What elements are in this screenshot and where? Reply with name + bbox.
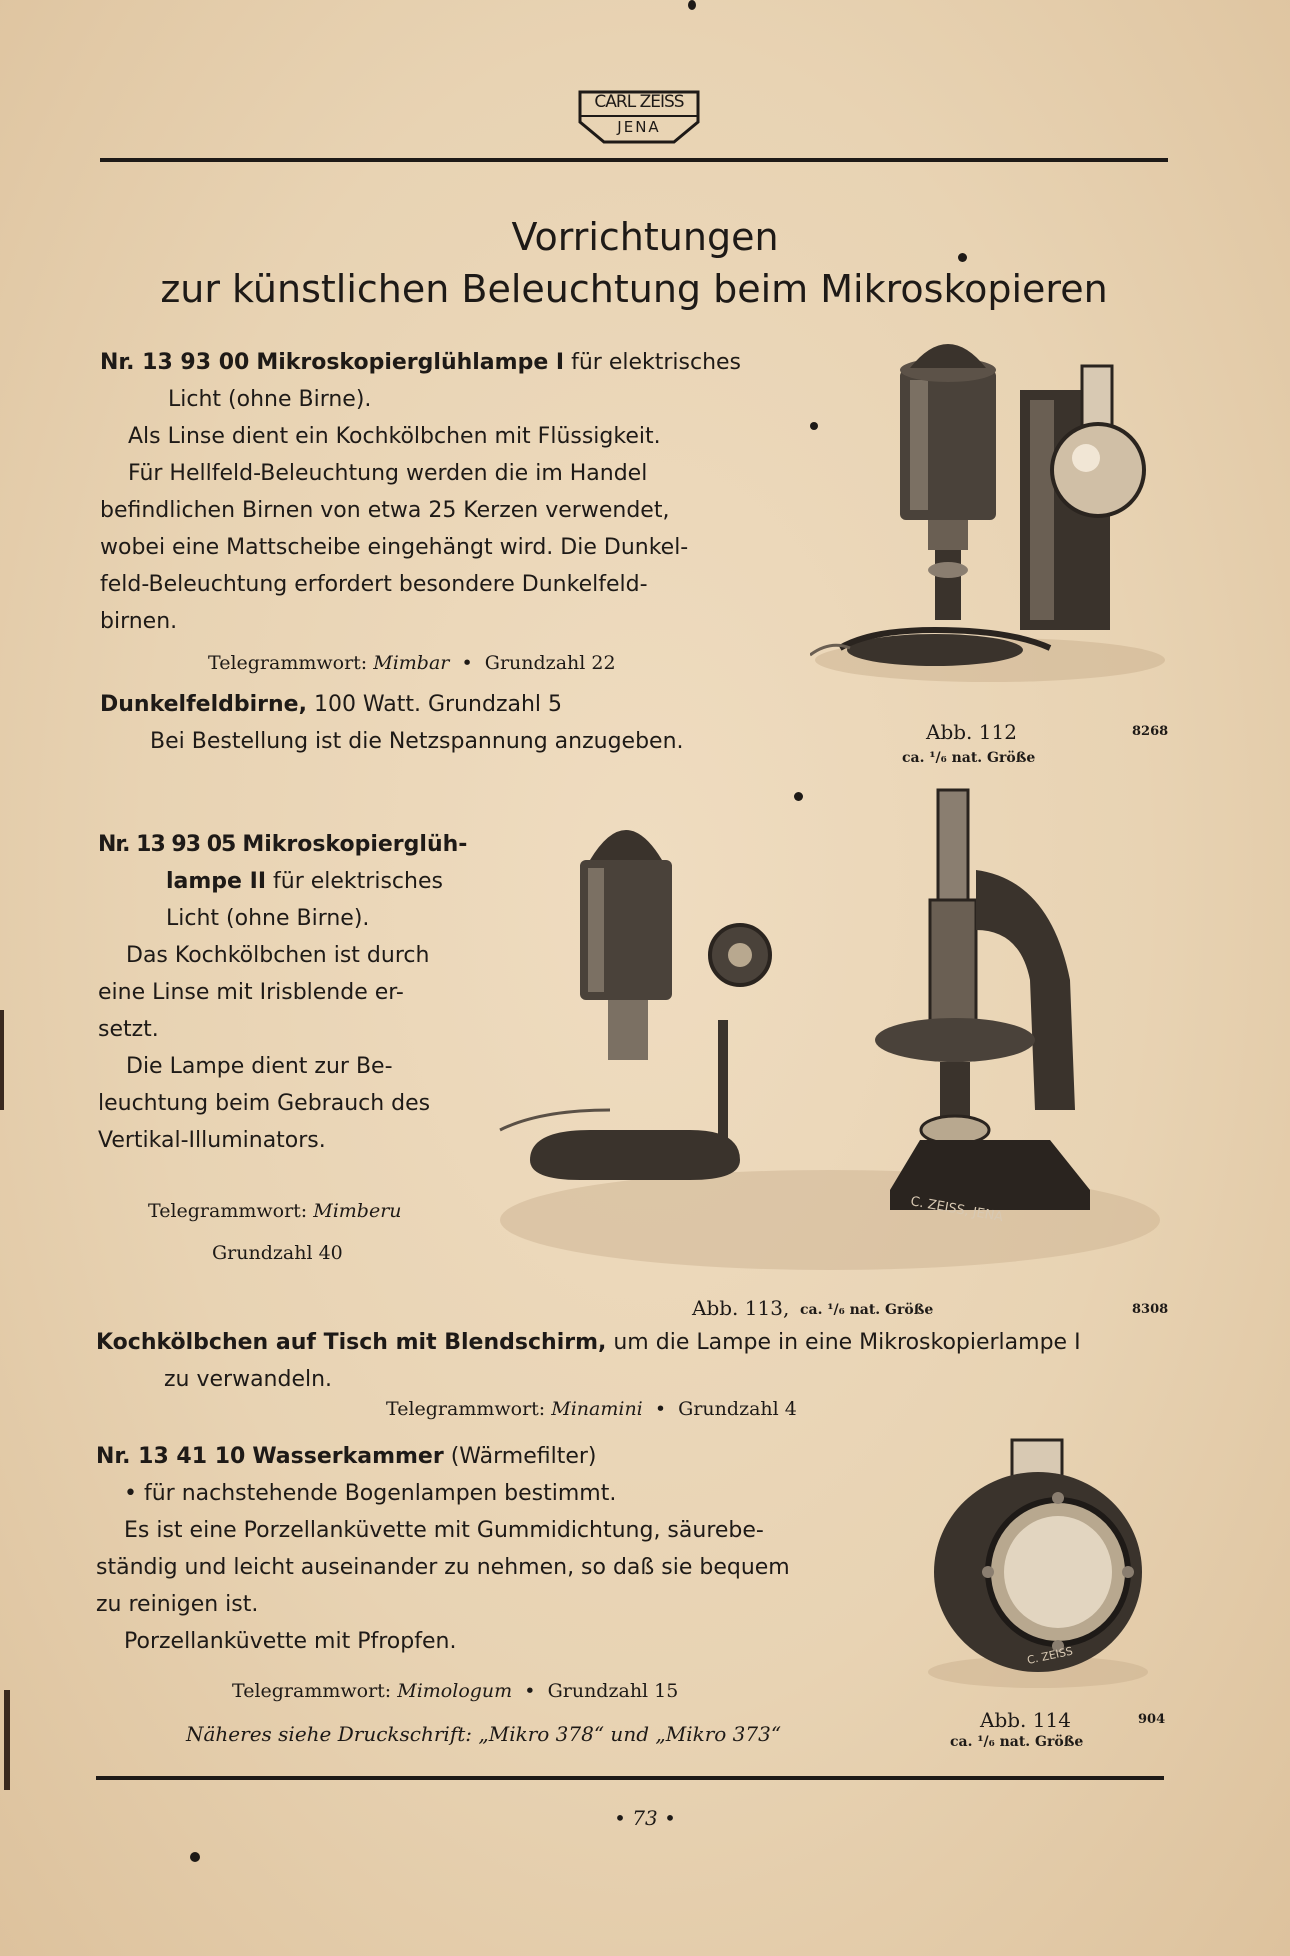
item-text: birnen. bbox=[100, 609, 178, 634]
figure-112-scale: ca. ¹/₆ nat. Größe bbox=[902, 750, 1036, 766]
item-text: befindlichen Birnen von etwa 25 Kerzen verwendet, bbox=[100, 498, 670, 523]
item-text: für elektrisches bbox=[266, 869, 443, 894]
item-number: Nr. 13 93 05 bbox=[98, 832, 236, 857]
grundzahl: Grundzahl 4 bbox=[678, 1398, 797, 1420]
footer-rule bbox=[96, 1776, 1164, 1780]
figure-113-engraving: C. ZEISS, JENA bbox=[909, 1194, 1005, 1226]
item-text: • für nachstehende Bogenlampen bestimmt. bbox=[124, 1481, 617, 1506]
telegram-line-5 bbox=[232, 1680, 678, 1702]
item-text: setzt. bbox=[98, 1017, 159, 1042]
item-text: zu reinigen ist. bbox=[96, 1592, 259, 1617]
ink-dot bbox=[958, 253, 967, 262]
figure-112-code: 8268 bbox=[1132, 724, 1169, 739]
separator: • bbox=[461, 652, 473, 674]
grundzahl-line-2: Grundzahl 40 bbox=[212, 1242, 343, 1264]
figure-114-label: Abb. 114 bbox=[980, 1708, 1071, 1732]
page-number: • 73 • bbox=[614, 1806, 676, 1830]
item-name: lampe II bbox=[166, 869, 267, 894]
item-text: (Wärmefilter) bbox=[443, 1444, 597, 1469]
telegram-label: Telegrammwort: bbox=[208, 652, 368, 674]
item-text: Als Linse dient ein Kochkölbchen mit Flüssigkeit. bbox=[128, 424, 661, 449]
item-name: Mikroskopierglühlampe I bbox=[256, 350, 565, 375]
item-text: eine Linse mit Irisblende er- bbox=[98, 980, 404, 1005]
item-text: Vertikal-Illuminators. bbox=[98, 1128, 326, 1153]
item-number: Nr. 13 41 10 bbox=[96, 1444, 246, 1469]
telegram-word: Mimologum bbox=[397, 1680, 513, 1702]
ink-dot bbox=[810, 422, 818, 430]
figure-113-label: Abb. 113, bbox=[692, 1296, 790, 1320]
item-name: Kochkölbchen auf Tisch mit Blendschirm, bbox=[96, 1330, 607, 1355]
telegram-line-2 bbox=[148, 1200, 402, 1222]
separator: • bbox=[654, 1398, 667, 1420]
section-lamp-2 bbox=[98, 826, 488, 1159]
telegram-label: Telegrammwort: bbox=[232, 1680, 392, 1702]
item-text: Die Lampe dient zur Be- bbox=[126, 1054, 393, 1079]
separator: • bbox=[524, 1680, 536, 1702]
item-text: zu verwandeln. bbox=[164, 1367, 333, 1392]
ink-dot bbox=[190, 1852, 200, 1862]
figure-114-water-chamber bbox=[918, 1432, 1158, 1692]
section-dark-field-bulb bbox=[100, 686, 800, 760]
item-name: Mikroskopierglüh- bbox=[242, 832, 468, 857]
grundzahl: Grundzahl 15 bbox=[547, 1680, 679, 1702]
ink-dot bbox=[794, 792, 803, 801]
page-title-line1: Vorrichtungen bbox=[511, 215, 779, 259]
telegram-label: Telegrammwort: bbox=[148, 1200, 308, 1222]
item-text: ständig und leicht auseinander zu nehmen, so daß sie bequem bbox=[96, 1555, 790, 1580]
figure-113-scale: ca. ¹/₆ nat. Größe bbox=[800, 1302, 934, 1318]
item-number: Nr. 13 93 00 bbox=[100, 350, 250, 375]
telegram-word: Minamini bbox=[551, 1398, 643, 1420]
item-text: Licht (ohne Birne). bbox=[168, 387, 372, 412]
reference-note: Näheres siehe Druckschrift: „Mikro 378“ und „Mikro 373“ bbox=[186, 1722, 782, 1746]
item-text: feld-Beleuchtung erfordert besondere Dunkelfeld- bbox=[100, 572, 648, 597]
section-flask-table bbox=[96, 1324, 1186, 1398]
logo-text-top: CARL ZEISS bbox=[594, 92, 684, 112]
section-lamp-1 bbox=[100, 344, 800, 640]
binding-mark bbox=[4, 1690, 10, 1790]
item-text: Bei Bestellung ist die Netzspannung anzugeben. bbox=[150, 729, 684, 754]
item-text: leuchtung beim Gebrauch des bbox=[98, 1091, 431, 1116]
page-title-line2: zur künstlichen Beleuchtung beim Mikroskopieren bbox=[160, 267, 1108, 311]
item-text: Licht (ohne Birne). bbox=[166, 906, 370, 931]
binding-mark bbox=[0, 1010, 4, 1110]
item-text: um die Lampe in eine Mikroskopierlampe I bbox=[606, 1330, 1081, 1355]
header-rule bbox=[100, 158, 1168, 162]
grundzahl: Grundzahl 22 bbox=[484, 652, 616, 674]
item-name: Wasserkammer bbox=[252, 1444, 444, 1469]
item-text: Für Hellfeld-Beleuchtung werden die im Handel bbox=[128, 461, 648, 486]
figure-114-engraving: C. ZEISS bbox=[1025, 1644, 1074, 1667]
figure-114-code: 904 bbox=[1138, 1712, 1166, 1727]
item-text: Porzellanküvette mit Pfropfen. bbox=[124, 1629, 457, 1654]
item-text: wobei eine Mattscheibe eingehängt wird. Die Dunkel- bbox=[100, 535, 689, 560]
telegram-line-1 bbox=[208, 652, 616, 674]
telegram-word: Mimberu bbox=[313, 1200, 402, 1222]
item-text: 100 Watt. Grundzahl 5 bbox=[306, 692, 563, 717]
figure-114-scale: ca. ¹/₆ nat. Größe bbox=[950, 1734, 1084, 1750]
ink-dot bbox=[688, 0, 696, 10]
item-text: Es ist eine Porzellanküvette mit Gummidichtung, säurebe- bbox=[124, 1518, 764, 1543]
logo-text-bottom: JENA bbox=[617, 118, 661, 136]
telegram-label: Telegrammwort: bbox=[386, 1398, 546, 1420]
telegram-word: Mimbar bbox=[373, 652, 450, 674]
figure-112-label: Abb. 112 bbox=[926, 720, 1017, 744]
section-water-chamber bbox=[96, 1438, 896, 1660]
item-text: Das Kochkölbchen ist durch bbox=[126, 943, 430, 968]
figure-113-code: 8308 bbox=[1132, 1302, 1169, 1317]
figure-112-lamp-illustration bbox=[810, 330, 1170, 690]
telegram-line-4 bbox=[386, 1398, 797, 1420]
item-name: Dunkelfeldbirne, bbox=[100, 692, 307, 717]
item-text: für elektrisches bbox=[564, 350, 742, 375]
figure-113-lamp-and-microscope bbox=[490, 780, 1170, 1280]
